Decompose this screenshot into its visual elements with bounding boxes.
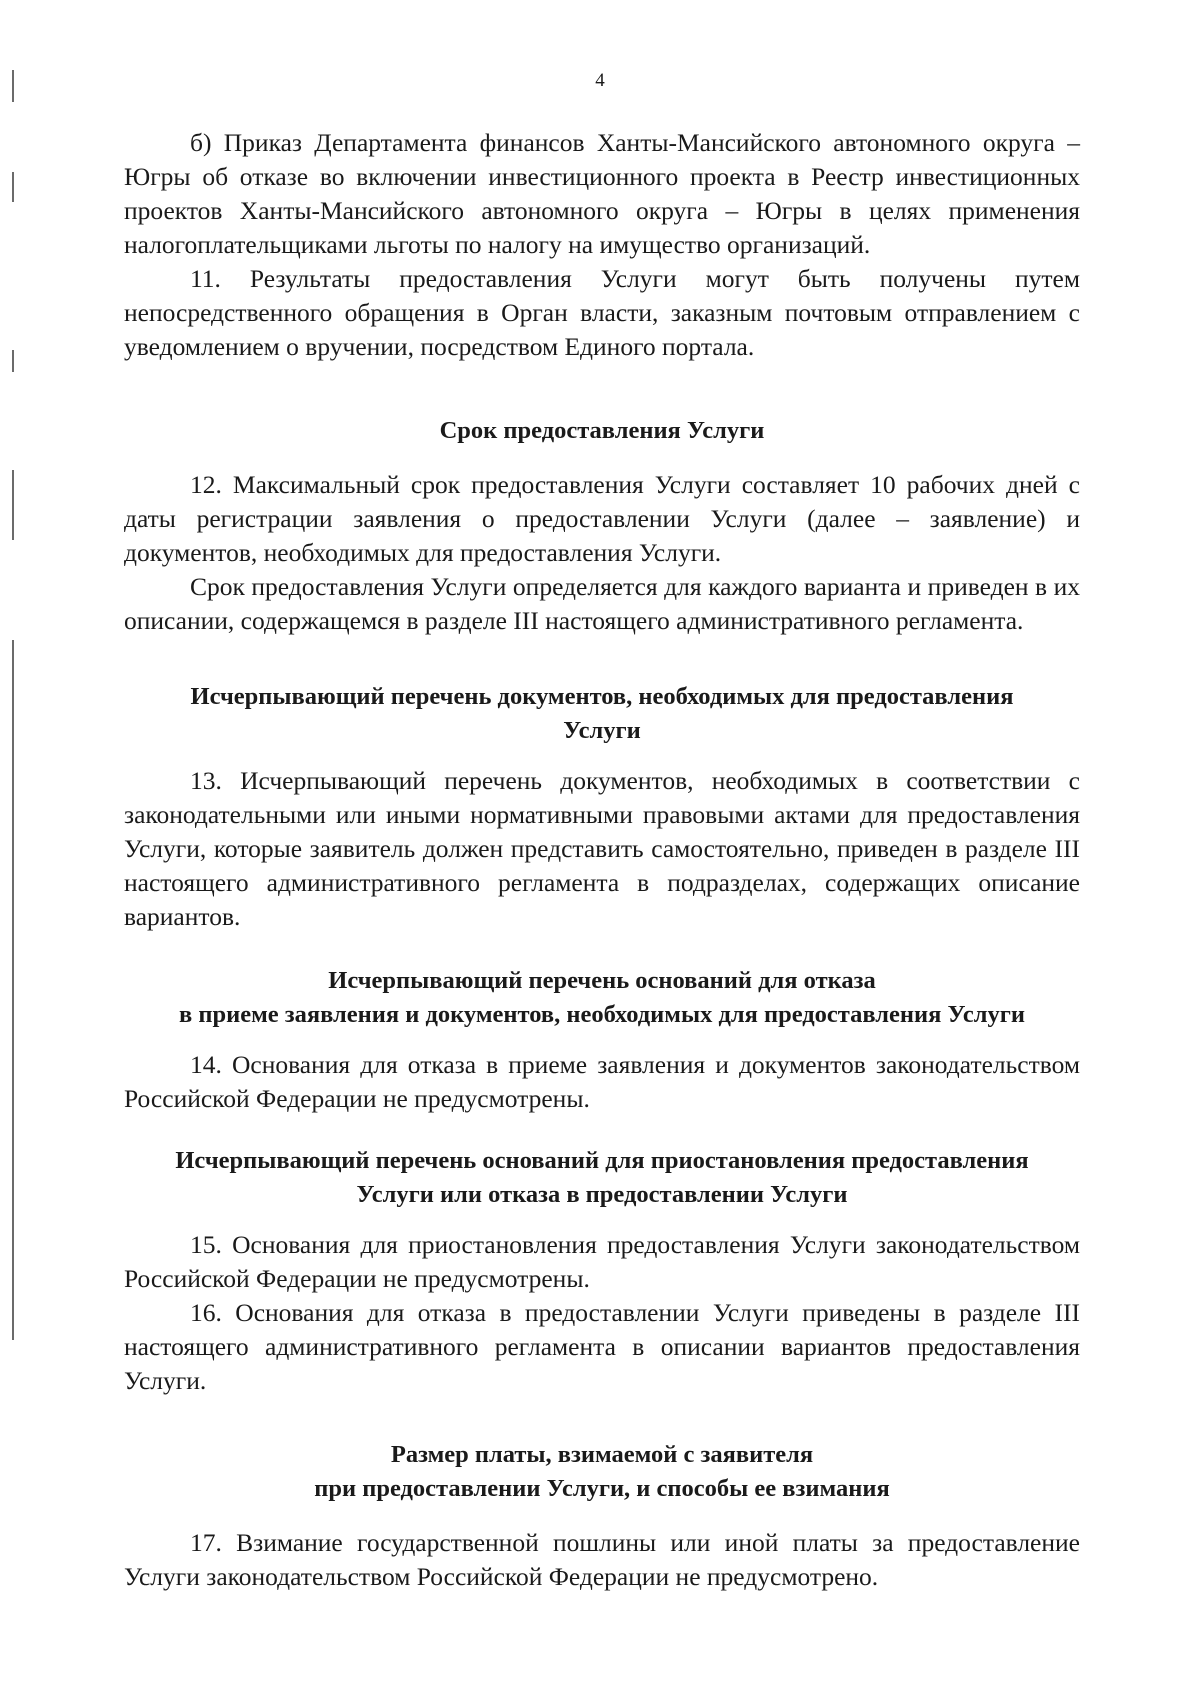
section-heading [124,414,1080,448]
heading-line: Исчерпывающий перечень документов, необходимых для предоставления [190,683,1014,710]
document-body [124,126,1080,1594]
paragraph: 11. Результаты предоставления Услуги могут быть получены путем непосредственного обращения в Орган власти, заказным почтовым отправлением с уведомлением о вручении, посредством Единого портала. [124,264,1080,361]
heading-line: при предоставлении Услуги, и способы ее взимания [314,1475,890,1502]
paragraph: 12. Максимальный срок предоставления Услуги составляет 10 рабочих дней с даты регистрации заявления о предоставлении Услуги (далее – заявление) и документов, необходимых для предоставления Услуги. [124,470,1080,567]
paragraph: 13. Исчерпывающий перечень документов, необходимых в соответствии с законодательными или иными нормативными правовыми актами для предоставления Услуги, которые заявитель должен представить самостоятельно, приведен в разделе III настоящего административного регламента в подразделах, содержащих описание вариантов. [124,766,1080,931]
section-heading [124,1438,1080,1506]
paragraph: б) Приказ Департамента финансов Ханты-Мансийского автономного округа – Югры об отказе во включении инвестиционного проекта в Реестр инвестиционных проектов Ханты-Мансийского автономного округа – Югры в целях применения налогоплательщиками льготы по налогу на имущество организаций. [124,128,1080,259]
heading-line: Срок предоставления Услуги [439,417,765,444]
scan-artifact [12,640,14,1340]
heading-line: в приеме заявления и документов, необходимых для предоставления Услуги [179,1001,1025,1028]
heading-line: Исчерпывающий перечень оснований для отказа [328,967,876,994]
heading-line: Услуги или отказа в предоставлении Услуги [356,1181,848,1208]
page-number: 4 [595,70,605,91]
heading-line: Исчерпывающий перечень оснований для приостановления предоставления [175,1147,1029,1174]
scan-artifact [12,172,14,202]
paragraph: 16. Основания для отказа в предоставлении Услуги приведены в разделе III настоящего административного регламента в описании вариантов предоставления Услуги. [124,1298,1080,1395]
section-heading [124,1144,1080,1212]
scan-artifact [12,350,14,372]
heading-line: Размер платы, взимаемой с заявителя [390,1441,814,1468]
paragraph: 15. Основания для приостановления предоставления Услуги законодательством Российской Федерации не предусмотрены. [124,1230,1080,1293]
section-heading [124,964,1080,1032]
paragraph: Срок предоставления Услуги определяется для каждого варианта и приведен в их описании, содержащемся в разделе III настоящего административного регламента. [124,572,1080,635]
heading-line: Услуги [563,717,641,744]
paragraph: 14. Основания для отказа в приеме заявления и документов законодательством Российской Федерации не предусмотрены. [124,1050,1080,1113]
section-heading [124,680,1080,748]
paragraph: 17. Взимание государственной пошлины или иной платы за предоставление Услуги законодательством Российской Федерации не предусмотрено. [124,1528,1080,1591]
scan-artifact [12,470,14,540]
